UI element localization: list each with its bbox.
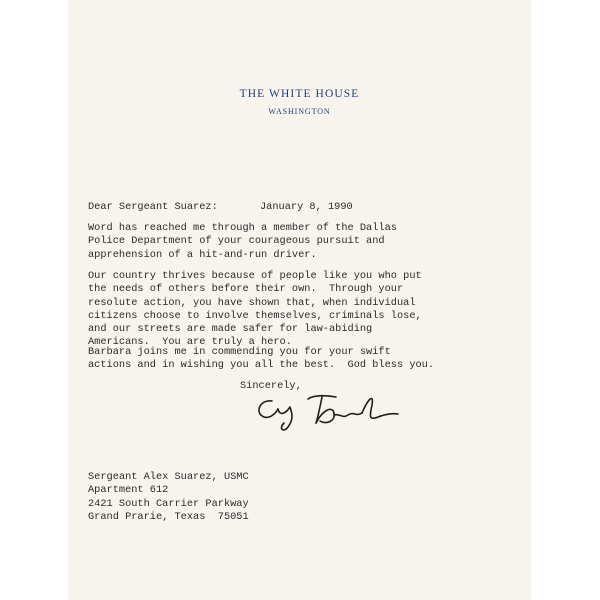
salutation: Dear Sergeant Suarez:: [88, 201, 218, 213]
paragraph-3: Barbara joins me in commending you for your swift actions and in wishing you all the best. God bless you.: [88, 346, 435, 372]
recipient-address: Sergeant Alex Suarez, USMC Apartment 612 2421 South Carrier Parkway Grand Prarie, Texas 75051: [88, 471, 249, 523]
letterhead-subtitle: WASHINGTON: [268, 107, 331, 116]
closing: Sincerely,: [240, 380, 302, 392]
signature: [250, 383, 400, 435]
letterhead: [68, 88, 531, 116]
paragraph-2: Our country thrives because of people like you who put the needs of others before their own. Through your resolute action, you have shown that, when individual citizens choose to involve themselves, criminals lose, and our streets are made safer for law-abiding Americans. You are truly a hero.: [88, 270, 422, 349]
letterhead-title: THE WHITE HOUSE: [239, 88, 360, 100]
letter-date: January 8, 1990: [260, 201, 353, 213]
paragraph-1: Word has reached me through a member of the Dallas Police Department of your courageous pursuit and apprehension of a hit-and-run driver.: [88, 222, 397, 261]
